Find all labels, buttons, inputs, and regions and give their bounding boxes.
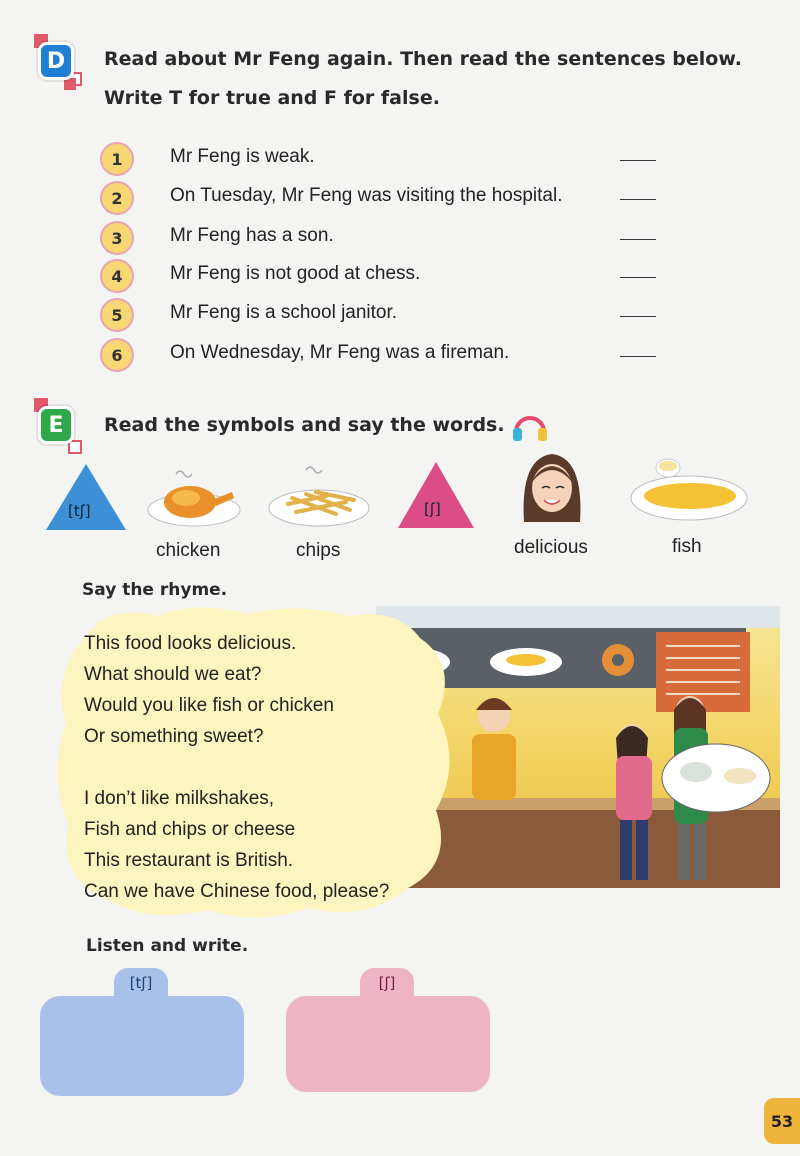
sh-box-tab: [ʃ] (360, 968, 414, 998)
sentence-row-6 (100, 338, 660, 372)
tf-symbol-label: [tʃ] (68, 502, 91, 520)
word-chips: chips (296, 540, 341, 561)
sentence-number: 1 (100, 142, 134, 176)
sentence-number: 6 (100, 338, 134, 372)
page-number-tab (764, 1098, 800, 1144)
section-e-badge (30, 398, 84, 452)
answer-blank[interactable] (620, 277, 656, 278)
say-rhyme-label: Say the rhyme. (82, 580, 228, 600)
section-d-letter: D (38, 42, 74, 80)
sentence-row-1 (100, 142, 660, 176)
sentence-text: On Tuesday, Mr Feng was visiting the hospital. (170, 185, 563, 206)
section-d-instruction-1: Read about Mr Feng again. Then read the sentences below. (104, 48, 742, 70)
section-d-instruction-2: Write T for true and F for false. (104, 87, 440, 109)
tf-symbol-triangle (44, 462, 128, 532)
rhyme-line-6: I don’t like milkshakes, (84, 788, 275, 809)
sh-symbol-label: [ʃ] (424, 500, 441, 518)
fish-image (628, 454, 750, 524)
tf-box-tab: [tʃ] (114, 968, 168, 998)
rhyme-line-4: Or something sweet? (84, 726, 264, 747)
girl-face-image (516, 448, 588, 524)
sh-answer-box[interactable] (286, 996, 490, 1092)
sentence-text: Mr Feng is not good at chess. (170, 263, 421, 284)
answer-blank[interactable] (620, 356, 656, 357)
sentence-number: 5 (100, 298, 134, 332)
sentence-text: Mr Feng has a son. (170, 225, 334, 246)
section-d-badge (30, 34, 84, 88)
rhyme-line-7: Fish and chips or cheese (84, 819, 296, 840)
sh-symbol-triangle (396, 460, 476, 530)
word-chicken: chicken (156, 540, 221, 561)
sentence-number: 3 (100, 221, 134, 255)
answer-blank[interactable] (620, 316, 656, 317)
rhyme-text (84, 628, 389, 907)
chicken-image (146, 466, 242, 530)
sentence-number: 2 (100, 181, 134, 215)
rhyme-line-5 (84, 752, 389, 783)
sentence-text: On Wednesday, Mr Feng was a fireman. (170, 342, 510, 363)
chips-image (266, 462, 372, 530)
sentence-row-2 (100, 181, 660, 215)
sentence-text: Mr Feng is weak. (170, 146, 315, 167)
sentence-row-3 (100, 221, 660, 255)
rhyme-line-9: Can we have Chinese food, please? (84, 881, 390, 902)
word-fish: fish (672, 536, 702, 557)
answer-blank[interactable] (620, 160, 656, 161)
sentence-row-4 (100, 259, 660, 293)
rhyme-line-1: This food looks delicious. (84, 633, 297, 654)
rhyme-line-2: What should we eat? (84, 664, 262, 685)
listen-write-label: Listen and write. (86, 936, 249, 956)
sentence-number: 4 (100, 259, 134, 293)
section-e-letter: E (38, 406, 74, 444)
word-delicious: delicious (514, 537, 588, 558)
rhyme-line-8: This restaurant is British. (84, 850, 294, 871)
sentence-text: Mr Feng is a school janitor. (170, 302, 398, 323)
rhyme-line-3: Would you like fish or chicken (84, 695, 334, 716)
answer-blank[interactable] (620, 239, 656, 240)
tf-answer-box[interactable] (40, 996, 244, 1096)
page-number: 53 (770, 1111, 794, 1131)
answer-blank[interactable] (620, 199, 656, 200)
section-e-instruction: Read the symbols and say the words. (104, 414, 505, 436)
sentence-row-5 (100, 298, 660, 332)
headphones-icon[interactable] (510, 408, 550, 444)
